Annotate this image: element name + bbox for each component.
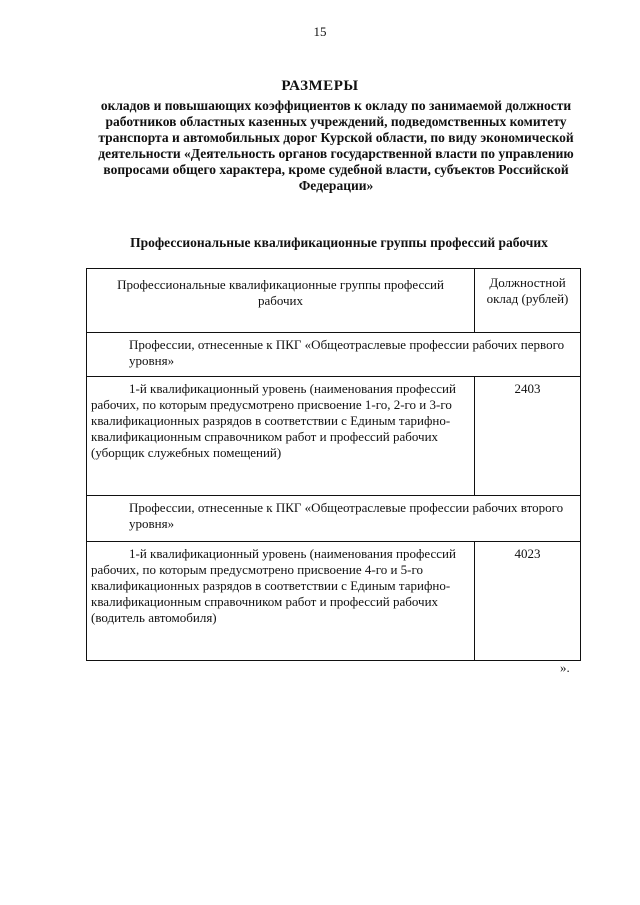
group-label-first-level: Профессии, отнесенные к ПКГ «Общеотраслевые профессии рабочих первого уровня»: [87, 333, 581, 377]
qualification-level-text: 1-й квалификационный уровень (наименования профессий рабочих, по которым предусмотрено присвоение 1-го, 2-го и 3-го квалификационных разрядов в соответствии с Единым тарифно-квалификационным справочником работ и профессий рабочих (уборщик служебных помещений): [91, 381, 456, 460]
column-header-group: Профессиональные квалификационные группы профессий рабочих: [87, 269, 475, 333]
salary-value: 2403: [475, 377, 581, 496]
column-header-salary: Должностной оклад (рублей): [475, 269, 581, 333]
table-row: [87, 542, 581, 661]
qualification-level-cell: [87, 542, 475, 661]
qualification-level-text: 1-й квалификационный уровень (наименования профессий рабочих, по которым предусмотрено присвоение 4-го и 5-го квалификационных разрядов в соответствии с Единым тарифно-квалификационным справочником работ и профессий рабочих (водитель автомобиля): [91, 546, 456, 625]
document-subtitle: окладов и повышающих коэффициентов к окладу по занимаемой должности работников областных казенных учреждений, подведомственных комитету транспорта и автомобильных дорог Курской области, по виду экономической деятельности «Деятельность органов государственной власти по управлению вопросами общего характера, кроме судебной власти, субъектов Российской Федерации»: [98, 98, 574, 193]
closing-quote-mark: ».: [560, 660, 570, 675]
table-row: [87, 333, 581, 377]
document-title: РАЗМЕРЫ: [281, 78, 359, 94]
section-heading: Профессиональные квалификационные группы профессий рабочих: [130, 235, 548, 250]
salary-value: 4023: [475, 542, 581, 661]
qualification-level-cell: [87, 377, 475, 496]
group-label-second-level: Профессии, отнесенные к ПКГ «Общеотраслевые профессии рабочих второго уровня»: [87, 496, 581, 542]
table-row: [87, 496, 581, 542]
salary-table: [86, 268, 581, 661]
table-header-row: [87, 269, 581, 333]
page-number: 15: [313, 24, 327, 39]
table-row: [87, 377, 581, 496]
